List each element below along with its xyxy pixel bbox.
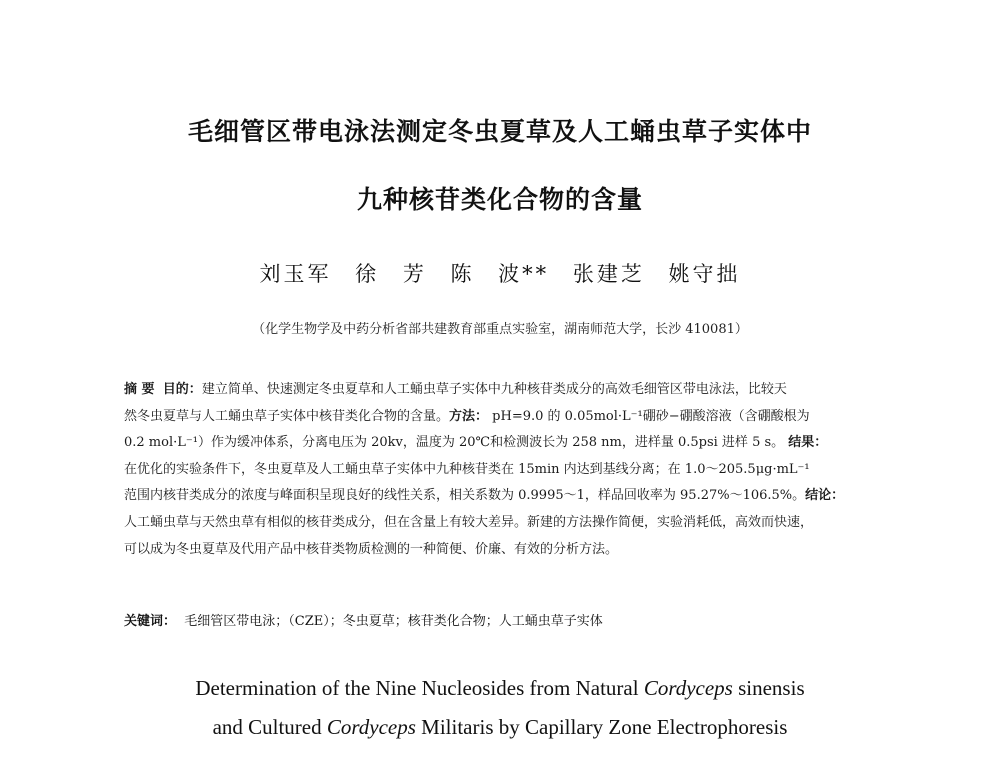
abstract-line [124,537,914,564]
english-title-text: Determination of the Nine Nucleosides from Natural [195,676,644,700]
english-title-text: and Cultured [212,715,327,739]
conclusion-label: 结论： [805,488,845,504]
chinese-title-line-2: 九种核苷类化合物的含量 [356,185,643,214]
abstract-line [124,457,914,484]
english-title-italic: Cordyceps [643,676,733,700]
english-title-line-2 [0,715,1000,740]
english-title-text: Militaris by Capillary Zone Electrophoresis [415,715,788,739]
keywords [124,610,603,629]
english-title-line-1 [0,676,1000,701]
abstract-text: 0.2 mol·L⁻¹）作为缓冲体系，分离电压为 20kv，温度为 20℃和检测波长为 258 nm，进样量 0.5psi 进样 5 s。 [124,435,785,451]
abstract-text: 在优化的实验条件下，冬虫夏草及人工蛹虫草子实体中九种核苷类在 15min 内达到基线分离；在 1.0～205.5μg·mL⁻¹ [124,461,810,477]
abstract-text: 建立简单、快速测定冬虫夏草和人工蛹虫草子实体中九种核苷类成分的高效毛细管区带电泳法，比较天 [201,382,787,397]
abstract-line [124,430,914,457]
abstract-text: 范围内核苷类成分的浓度与峰面积呈现良好的线性关系，相关系数为 0.9995～1，样品回收率为 95.27%～106.5%。 [124,488,806,504]
abstract-line [124,377,914,404]
abstract-text: 人工蛹虫草与天然虫草有相似的核苷类成分，但在含量上有较大差异。新建的方法操作简便，实验消耗低，高效而快速， [124,514,814,530]
abstract-label: 摘 要 [124,382,155,397]
english-title-text: sinensis [732,676,805,700]
abstract-line [124,483,914,510]
affiliation: （化学生物学及中药分析省部共建教育部重点实验室，湖南师范大学，长沙 410081） [252,322,748,337]
method-label: 方法： [449,408,489,424]
abstract-line [124,510,914,537]
keywords-label: 关键词： [124,614,177,629]
keywords-text: 毛细管区带电泳；（CZE）；冬虫夏草；核苷类化合物；人工蛹虫草子实体 [184,614,603,629]
english-title-italic: Cordyceps [326,715,416,739]
author-list: 刘玉军 徐 芳 陈 波** 张建芝 姚守拙 [259,262,741,286]
abstract-text: 可以成为冬虫夏草及代用产品中核苷类物质检测的一种简便、价廉、有效的分析方法。 [124,541,619,557]
abstract [124,377,914,563]
result-label: 结果： [788,435,828,451]
purpose-label: 目的： [162,382,202,397]
abstract-text: pH=9.0 的 0.05mol·L⁻¹硼砂−硼酸溶液（含硼酸根为 [492,408,810,424]
abstract-line [124,404,914,431]
chinese-title-line-1: 毛细管区带电泳法测定冬虫夏草及人工蛹虫草子实体中 [187,117,812,146]
abstract-text: 然冬虫夏草与人工蛹虫草子实体中核苷类化合物的含量。 [124,408,450,424]
